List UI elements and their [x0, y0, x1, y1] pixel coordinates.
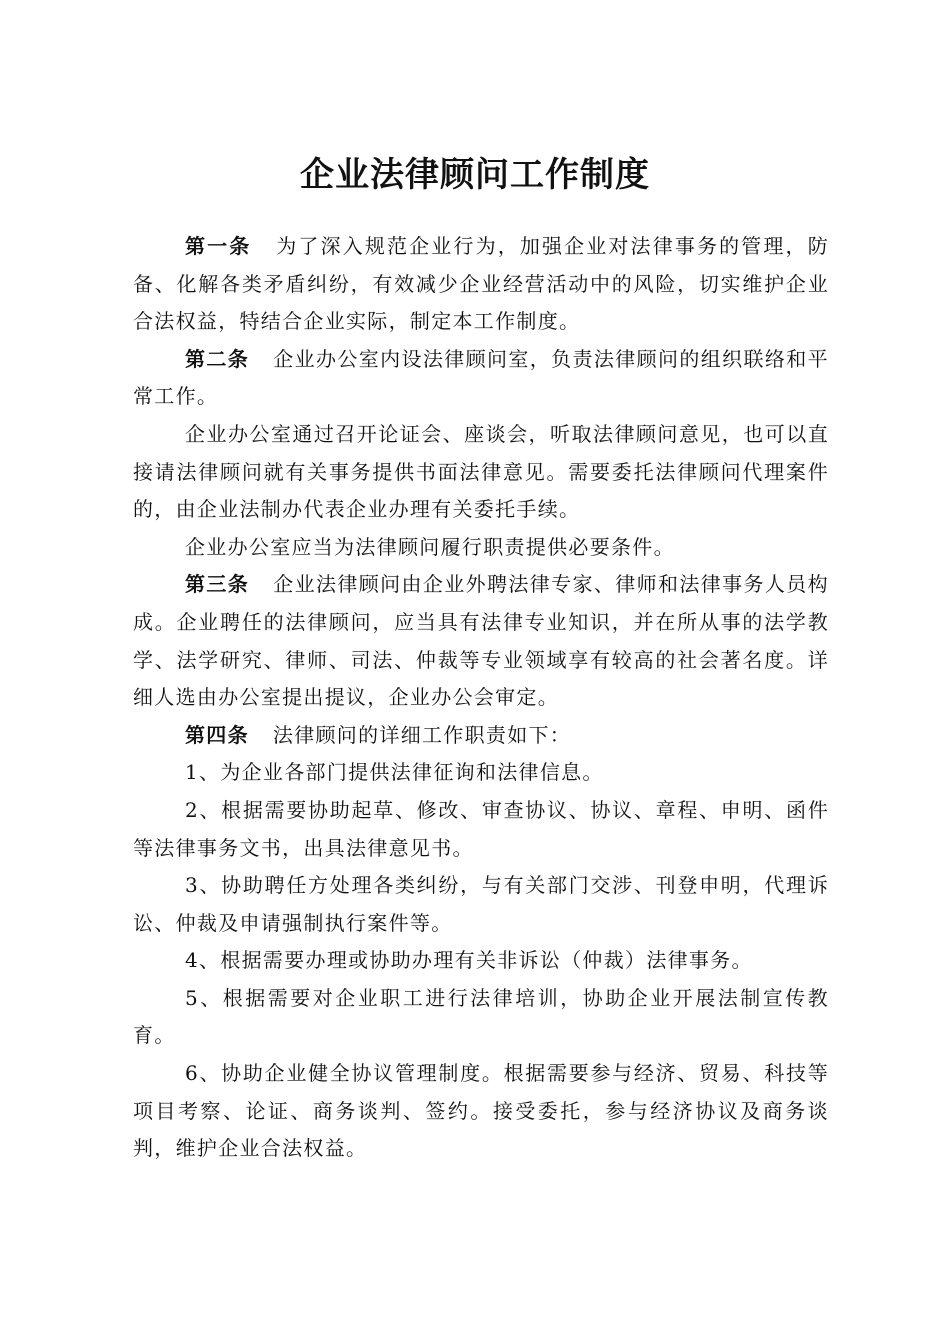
paragraph-text: 1、为企业各部门提供法律征询和法律信息。	[185, 760, 604, 785]
paragraph-text: 企业办公室通过召开论证会、座谈会，听取法律顾问意见，也可以直接请法律顾问就有关事务提供书面法律意见。需要委托法律顾问代理案件的，由企业法制办代表企业办理有关委托手续。	[133, 421, 829, 522]
paragraph-article-3	[133, 566, 829, 716]
list-item	[133, 1055, 829, 1168]
paragraph-article-2	[133, 341, 829, 416]
paragraph-text: 为了深入规范企业行为，加强企业对法律事务的管理，防备、化解各类矛盾纠纷，有效减少企业经营活动中的风险，切实维护企业合法权益，特结合企业实际，制定本工作制度。	[133, 234, 830, 334]
paragraph-text: 2、根据需要协助起草、修改、审查协议、协议、章程、申明、函件等法律事务文书，出具法律意见书。	[133, 797, 829, 860]
document-title: 企业法律顾问工作制度	[300, 155, 650, 195]
article-label: 第四条	[185, 722, 249, 747]
paragraph	[133, 416, 829, 529]
list-item	[133, 980, 829, 1055]
list-item	[133, 867, 829, 942]
paragraph-text: 企业法律顾问由企业外聘法律专家、律师和法律事务人员构成。企业聘任的法律顾问，应当具有法律专业知识，并在所从事的法学教学、法学研究、律师、司法、仲裁等专业领域享有较高的社会著名度。详细人选由办公室提出提议，企业办公会审定。	[133, 572, 829, 710]
article-label: 第三条	[185, 572, 250, 597]
paragraph-article-4	[133, 717, 829, 755]
paragraph-text: 4、根据需要办理或协助办理有关非诉讼（仲裁）法律事务。	[185, 948, 753, 973]
paragraph	[133, 529, 829, 567]
document-body	[133, 228, 829, 1168]
list-item	[133, 942, 829, 980]
paragraph-text: 企业办公室应当为法律顾问履行职责提供必要条件。	[185, 534, 675, 559]
paragraph-text: 法律顾问的详细工作职责如下：	[272, 722, 572, 747]
article-label: 第一条	[185, 234, 252, 258]
article-label: 第二条	[185, 346, 250, 371]
paragraph-text: 5、根据需要对企业职工进行法律培训，协助企业开展法制宣传教育。	[133, 985, 829, 1048]
list-item	[133, 754, 829, 792]
paragraph-text: 企业办公室内设法律顾问室，负责法律顾问的组织联络和平常工作。	[133, 346, 829, 409]
paragraph-text: 6、协助企业健全协议管理制度。根据需要参与经济、贸易、科技等项目考察、论证、商务谈判、签约。接受委托，参与经济协议及商务谈判，维护企业合法权益。	[133, 1061, 829, 1161]
paragraph-article-1	[133, 228, 829, 341]
paragraph-text: 3、协助聘任方处理各类纠纷，与有关部门交涉、刊登申明，代理诉讼、仲裁及申请强制执行案件等。	[133, 873, 829, 935]
list-item	[133, 792, 829, 867]
